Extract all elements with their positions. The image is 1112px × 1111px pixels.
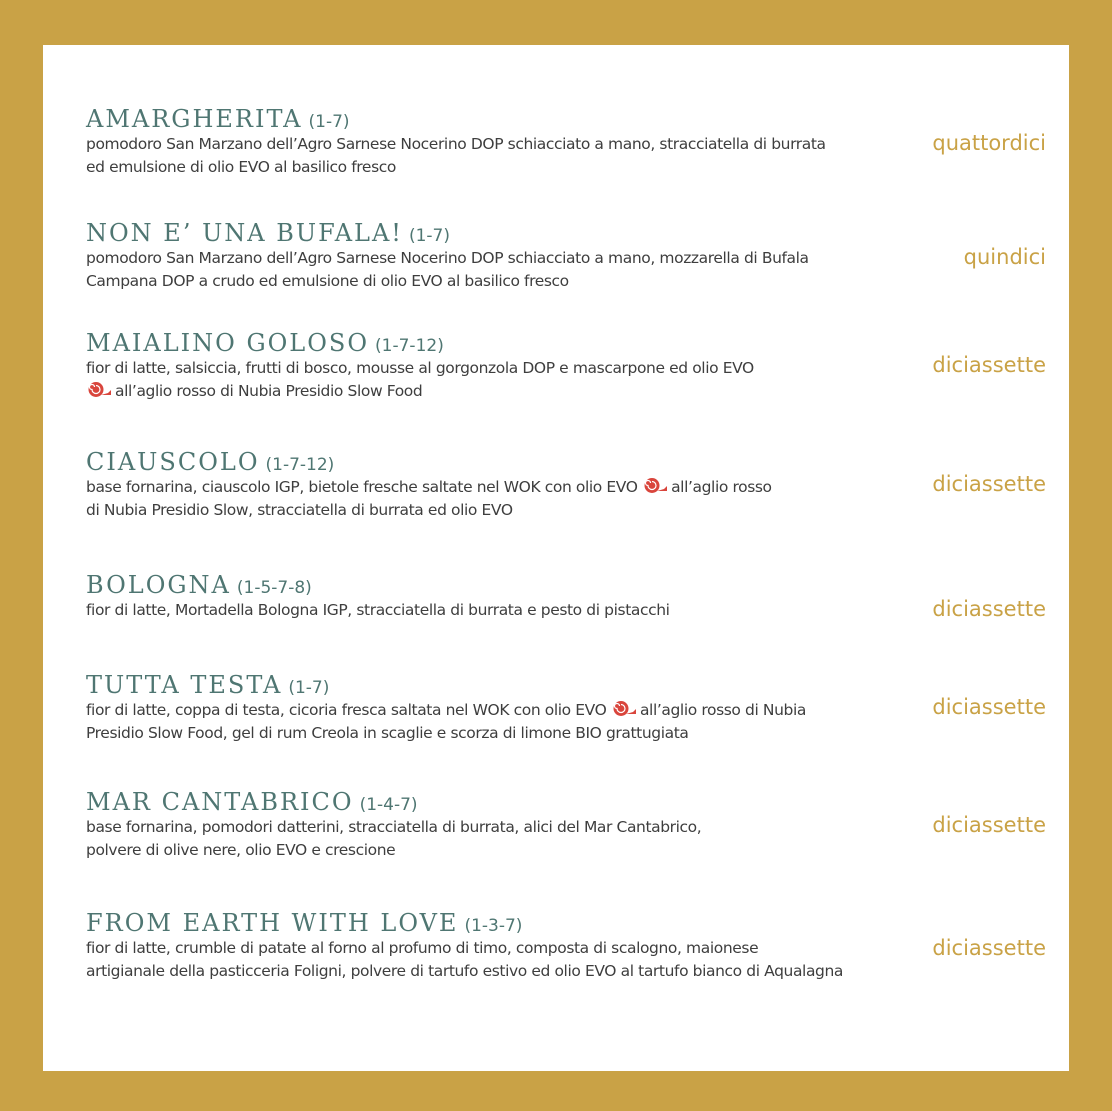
menu-item-tutta-testa	[86, 671, 1046, 745]
item-name: MAR CANTABRICO	[86, 788, 354, 816]
item-header	[86, 788, 1046, 816]
menu-sheet	[43, 45, 1069, 1071]
item-name: NON E’ UNA BUFALA!	[86, 219, 403, 247]
description-line: fior di latte, crumble di patate al forno al profumo di timo, composta di scalogno, maionese	[86, 939, 759, 957]
item-name: TUTTA TESTA	[86, 671, 283, 699]
description-line: pomodoro San Marzano dell’Agro Sarnese Nocerino DOP schiacciato a mano, mozzarella di Bufala	[86, 249, 809, 267]
item-name: AMARGHERITA	[86, 105, 303, 133]
item-allergens: (1-7)	[308, 112, 350, 132]
description-line	[86, 699, 906, 722]
description-line: polvere di olive nere, olio EVO e crescione	[86, 841, 396, 859]
item-header	[86, 329, 1046, 357]
item-header	[86, 671, 1046, 699]
snail-icon	[611, 700, 637, 717]
item-header	[86, 448, 1046, 476]
item-price: quattordici	[932, 131, 1046, 155]
item-allergens: (1-3-7)	[464, 916, 523, 936]
item-header	[86, 571, 1046, 599]
description-line: Campana DOP a crudo ed emulsione di olio EVO al basilico fresco	[86, 272, 569, 290]
description-line: di Nubia Presidio Slow, stracciatella di burrata ed olio EVO	[86, 501, 513, 519]
item-name: BOLOGNA	[86, 571, 231, 599]
item-name: FROM EARTH WITH LOVE	[86, 909, 459, 937]
description-text: base fornarina, ciauscolo IGP, bietole fresche saltate nel WOK con olio EVO	[86, 478, 638, 496]
item-name: CIAUSCOLO	[86, 448, 260, 476]
item-price: diciassette	[932, 695, 1046, 719]
item-description	[86, 937, 906, 983]
item-header	[86, 909, 1046, 937]
item-allergens: (1-5-7-8)	[236, 578, 312, 598]
item-header	[86, 219, 1046, 247]
menu-item-from-earth-with-love	[86, 909, 1046, 983]
description-text: all’aglio rosso	[671, 478, 772, 496]
description-line: base fornarina, pomodori datterini, stracciatella di burrata, alici del Mar Cantabrico,	[86, 818, 702, 836]
description-line: Presidio Slow Food, gel di rum Creola in scaglie e scorza di limone BIO grattugiata	[86, 724, 689, 742]
menu-item-non-e-una-bufala	[86, 219, 1046, 293]
item-price: diciassette	[932, 813, 1046, 837]
description-text: fior di latte, coppa di testa, cicoria fresca saltata nel WOK con olio EVO	[86, 701, 607, 719]
menu-item-bologna	[86, 571, 1046, 622]
description-line: pomodoro San Marzano dell’Agro Sarnese Nocerino DOP schiacciato a mano, stracciatella di burrata	[86, 135, 826, 153]
item-description	[86, 699, 906, 745]
item-description	[86, 476, 906, 522]
menu-item-mar-cantabrico	[86, 788, 1046, 862]
item-price: quindici	[963, 245, 1046, 269]
item-price: diciassette	[932, 597, 1046, 621]
description-line: fior di latte, salsiccia, frutti di bosco, mousse al gorgonzola DOP e mascarpone ed olio EVO	[86, 359, 754, 377]
item-description	[86, 599, 906, 622]
item-description	[86, 816, 906, 862]
description-text: all’aglio rosso di Nubia Presidio Slow Food	[115, 382, 423, 400]
item-description	[86, 357, 906, 403]
menu-item-amargherita	[86, 105, 1046, 179]
item-allergens: (1-4-7)	[359, 795, 418, 815]
description-line: artigianale della pasticceria Foligni, polvere di tartufo estivo ed olio EVO al tartufo bianco di Aqualagna	[86, 962, 844, 980]
menu-item-maialino-goloso	[86, 329, 1046, 403]
item-allergens: (1-7)	[408, 226, 450, 246]
item-allergens: (1-7-12)	[375, 336, 444, 356]
item-price: diciassette	[932, 936, 1046, 960]
snail-icon	[642, 477, 668, 494]
item-allergens: (1-7-12)	[265, 455, 335, 475]
description-line	[86, 380, 906, 403]
item-price: diciassette	[932, 472, 1046, 496]
description-line: ed emulsione di olio EVO al basilico fresco	[86, 158, 396, 176]
item-header	[86, 105, 1046, 133]
item-name: MAIALINO GOLOSO	[86, 329, 370, 357]
description-text: all’aglio rosso di Nubia	[639, 701, 806, 719]
menu-item-ciauscolo	[86, 448, 1046, 522]
item-description	[86, 247, 906, 293]
item-description	[86, 133, 906, 179]
description-line: fior di latte, Mortadella Bologna IGP, stracciatella di burrata e pesto di pistacchi	[86, 601, 670, 619]
description-line	[86, 476, 906, 499]
snail-icon	[86, 381, 112, 398]
item-allergens: (1-7)	[288, 678, 330, 698]
item-price: diciassette	[932, 353, 1046, 377]
